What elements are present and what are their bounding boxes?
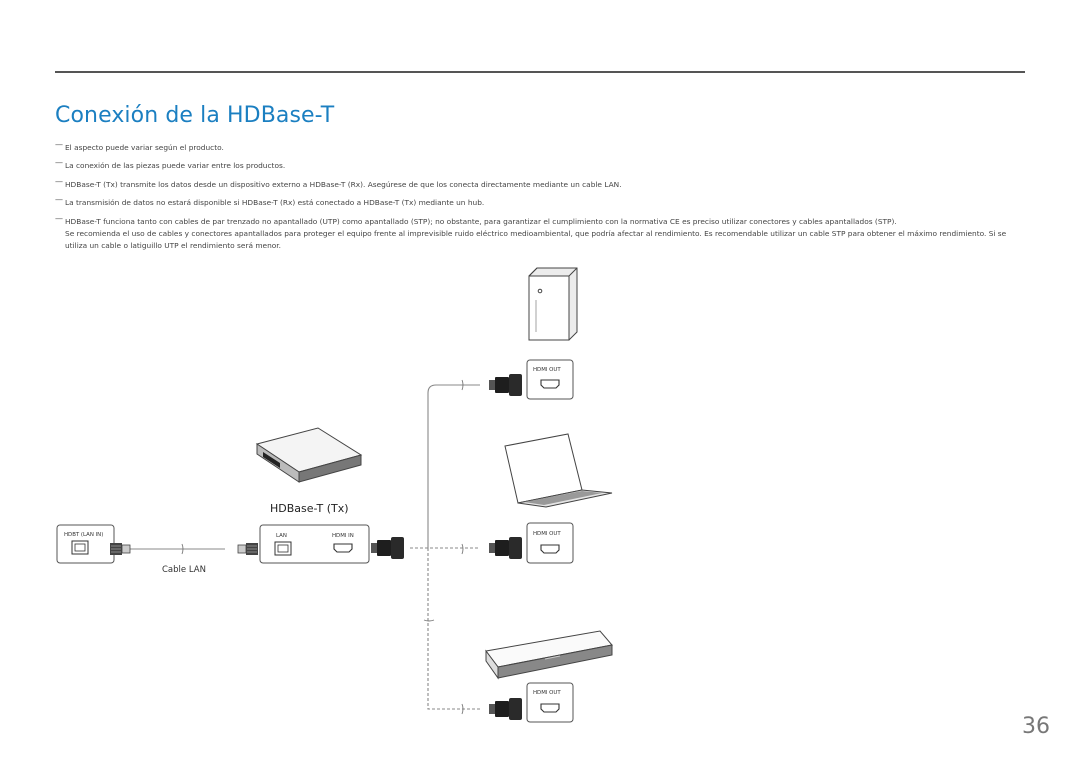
hdmi-plug-icon [489,537,522,559]
note-text: El aspecto puede variar según el producto. [65,143,224,152]
device-port-box [527,523,573,563]
page-number: 36 [1022,714,1050,739]
hdmi-plug-icon [489,374,522,396]
device-port-box [527,683,573,722]
note-text: HDBase-T funciona tanto con cables de par trenzado no apantallado (UTP) como apantallado (STP); no obstante, para garantizar el cumplimiento con la normativa CE es preciso utilizar conectores y cables apantallados (STP). [65,216,897,226]
note-dash: — [55,140,63,149]
tx-hdmi-port-label: HDMI IN [332,533,354,539]
note-dash: — [55,195,63,205]
device-port-label: HDMI OUT [533,690,561,696]
hdmi-plug-icon [489,698,522,720]
hdbase-t-box-icon [257,428,361,482]
note-text: La transmisión de datos no estará disponible si HDBase-T (Rx) está conectado a HDBase-T (Tx) mediante un hub. [65,198,485,208]
page-title: Conexión de la HDBase-T [55,102,335,128]
hdbt-port-label: HDBT (LAN IN) [64,532,104,538]
rj45-plug-icon [110,543,130,555]
desktop-pc-icon [529,268,577,340]
tx-label: HDBase-T (Tx) [270,502,349,515]
laptop-icon [505,434,612,507]
tx-port-box [260,525,369,563]
tx-lan-port-label: LAN [276,533,287,539]
rj45-plug-icon [238,543,258,555]
device-port-label: HDMI OUT [533,367,561,373]
note-dash: — [55,176,63,186]
hdmi-plug-icon [371,537,404,559]
hdbt-port-box [57,525,114,563]
device-port-label: HDMI OUT [533,531,561,537]
note-text: La conexión de las piezas puede variar entre los productos. [65,161,286,171]
note-text-continued: Se recomienda el uso de cables y conectores apantallados para proteger el equipo frente al imprevisible ruido eléctrico medioambiental, que podría afectar al rendimiento. Es recomendable utilizar un cable STP para obtener el máximo rendimiento. Si se utiliza un cable o latiguillo UTP el rendimiento será menor. [65,228,1007,250]
note-dash: — [55,213,63,223]
device-port-box [527,360,573,399]
cable-label: Cable LAN [162,565,206,575]
bluray-player-icon [486,631,612,678]
note-dash: — [55,158,63,168]
note-text: HDBase-T (Tx) transmite los datos desde un dispositivo externo a HDBase-T (Rx). Asegúrese de que los conecta directamente mediante un cable LAN. [65,179,622,189]
